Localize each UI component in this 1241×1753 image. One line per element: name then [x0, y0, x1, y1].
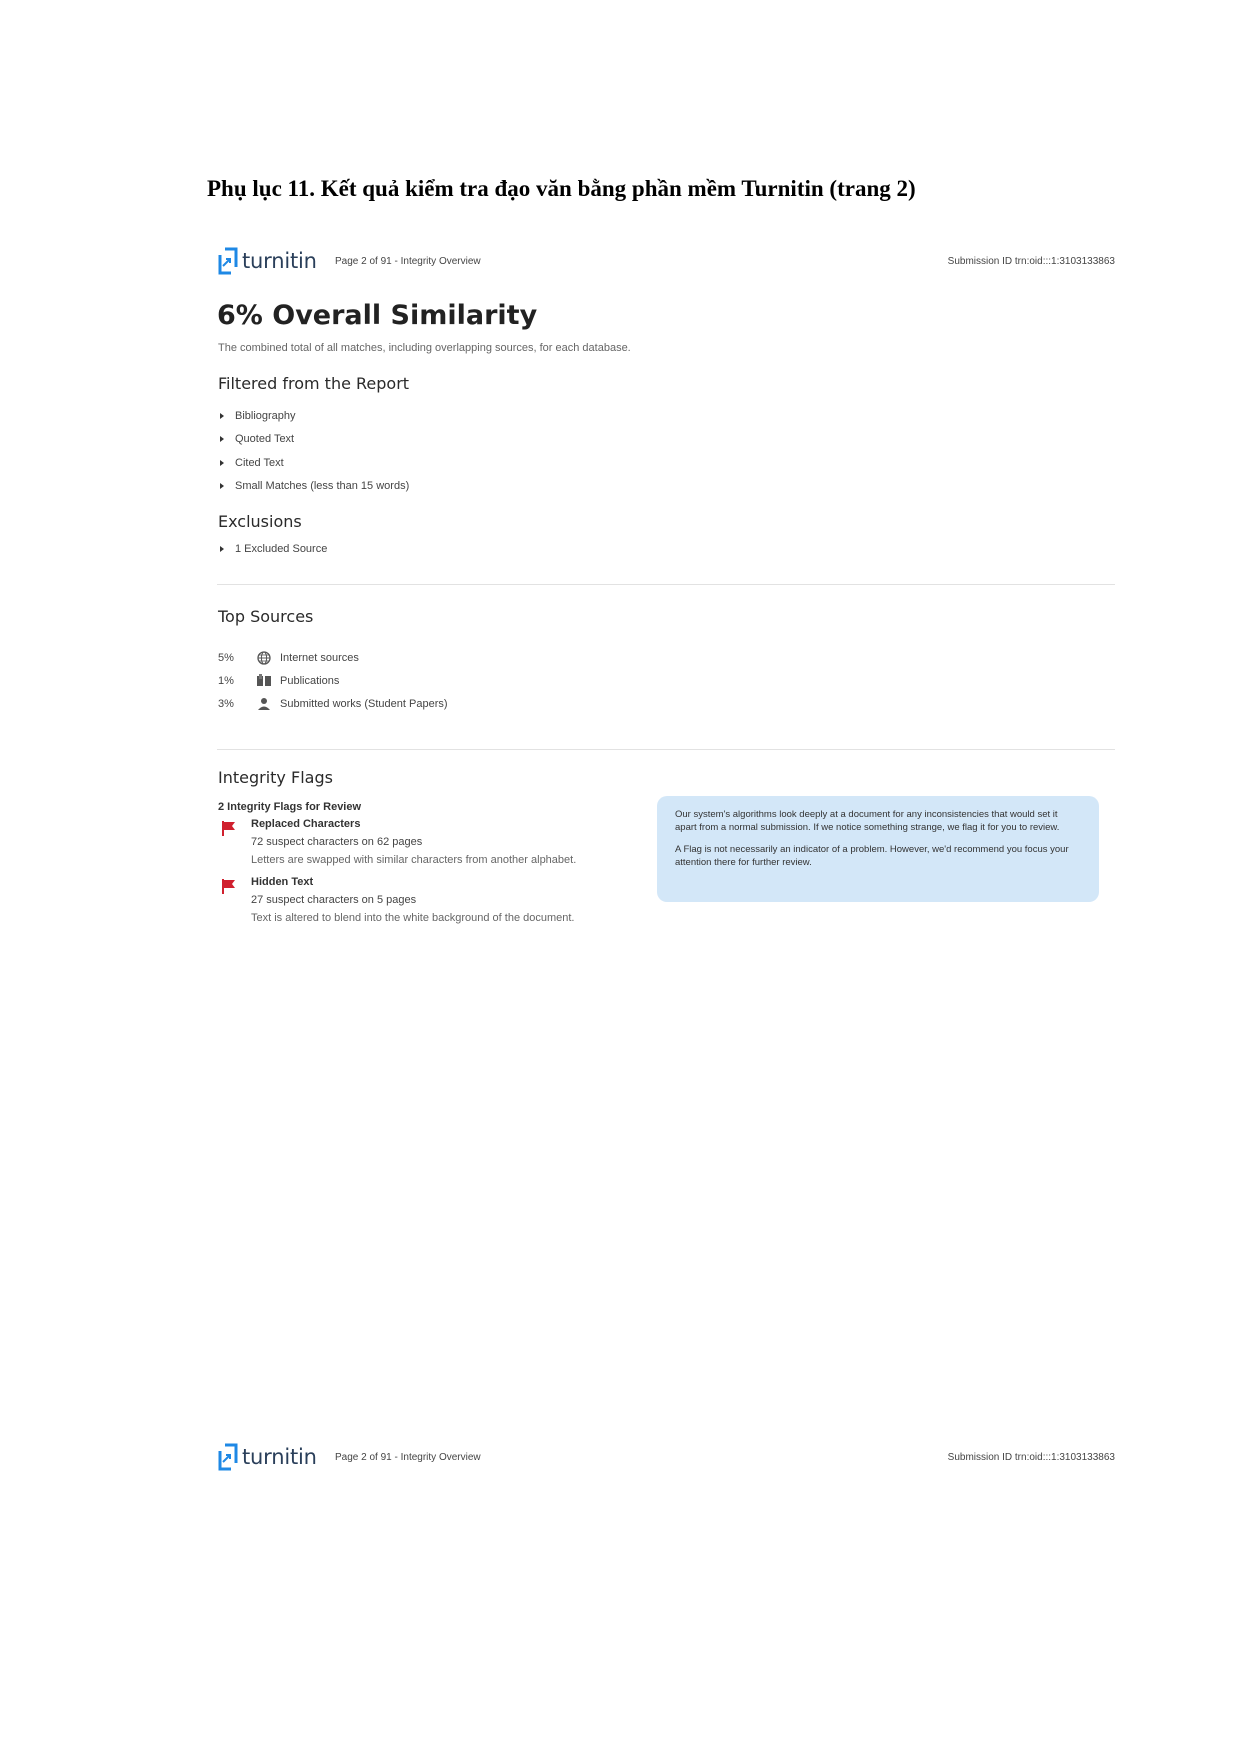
integrity-flags-heading: Integrity Flags — [218, 768, 333, 787]
list-item: Cited Text — [220, 451, 409, 475]
turnitin-logo — [217, 247, 317, 275]
submission-id: Submission ID trn:oid:::1:3103133863 — [947, 1452, 1115, 1463]
source-percent: 1% — [218, 674, 234, 687]
divider — [217, 749, 1115, 750]
source-row-internet — [218, 646, 448, 669]
source-percent: 5% — [218, 651, 234, 664]
page-header — [217, 247, 1115, 277]
turnitin-logo-icon — [217, 247, 239, 275]
list-item: Bibliography — [220, 404, 409, 428]
flag-count: 72 suspect characters on 62 pages — [251, 836, 423, 848]
flag-count: 27 suspect characters on 5 pages — [251, 894, 417, 906]
source-label: Publications — [280, 674, 340, 687]
bullet-arrow-icon — [220, 413, 224, 419]
source-row-publications — [218, 669, 448, 692]
logo-wordmark: turnitin — [242, 1445, 317, 1469]
appendix-title: Phụ lục 11. Kết quả kiểm tra đạo văn bằng phần mềm Turnitin (trang 2) — [207, 176, 916, 201]
exclusions-heading: Exclusions — [218, 512, 302, 531]
filtered-list — [220, 404, 409, 498]
flag-title: Replaced Characters — [251, 818, 361, 830]
top-sources-heading: Top Sources — [218, 607, 314, 626]
source-percent: 3% — [218, 697, 234, 710]
red-flag-icon — [221, 878, 237, 894]
source-label: Internet sources — [280, 651, 359, 664]
list-item: Small Matches (less than 15 words) — [220, 475, 409, 499]
overall-similarity-subtitle: The combined total of all matches, including overlapping sources, for each database. — [218, 342, 631, 354]
exclusions-list — [220, 537, 327, 561]
page-footer — [217, 1443, 1115, 1473]
info-paragraph: A Flag is not necessarily an indicator of a problem. However, we'd recommend you focus your attention there for further review. — [675, 844, 1069, 868]
bullet-arrow-icon — [220, 546, 224, 552]
divider — [217, 584, 1115, 585]
turnitin-logo — [217, 1443, 317, 1471]
flag-title: Hidden Text — [251, 876, 314, 888]
globe-icon — [256, 651, 272, 665]
flag-description: Text is altered to blend into the white background of the document. — [251, 912, 575, 924]
logo-wordmark: turnitin — [242, 249, 317, 273]
top-sources-list — [218, 646, 448, 715]
person-icon — [256, 697, 272, 711]
source-row-submitted — [218, 692, 448, 715]
turnitin-logo-icon — [217, 1443, 239, 1471]
bullet-arrow-icon — [220, 483, 224, 489]
red-flag-icon — [221, 820, 237, 836]
bullet-arrow-icon — [220, 460, 224, 466]
book-icon — [256, 674, 272, 688]
info-paragraph: Our system's algorithms look deeply at a document for any inconsistencies that would set it apart from a normal submission. If we notice something strange, we flag it for you to review. — [675, 809, 1060, 833]
page-info: Page 2 of 91 - Integrity Overview — [335, 256, 481, 267]
overall-similarity-title: 6% Overall Similarity — [217, 300, 538, 331]
list-item: 1 Excluded Source — [220, 537, 327, 561]
page-info: Page 2 of 91 - Integrity Overview — [335, 1452, 481, 1463]
source-label: Submitted works (Student Papers) — [280, 697, 448, 710]
submission-id: Submission ID trn:oid:::1:3103133863 — [947, 256, 1115, 267]
list-item: Quoted Text — [220, 428, 409, 452]
flag-description: Letters are swapped with similar characters from another alphabet. — [251, 854, 577, 866]
filtered-heading: Filtered from the Report — [218, 374, 410, 393]
integrity-flags-subheading: 2 Integrity Flags for Review — [218, 801, 362, 813]
integrity-info-box — [657, 796, 1099, 902]
bullet-arrow-icon — [220, 436, 224, 442]
